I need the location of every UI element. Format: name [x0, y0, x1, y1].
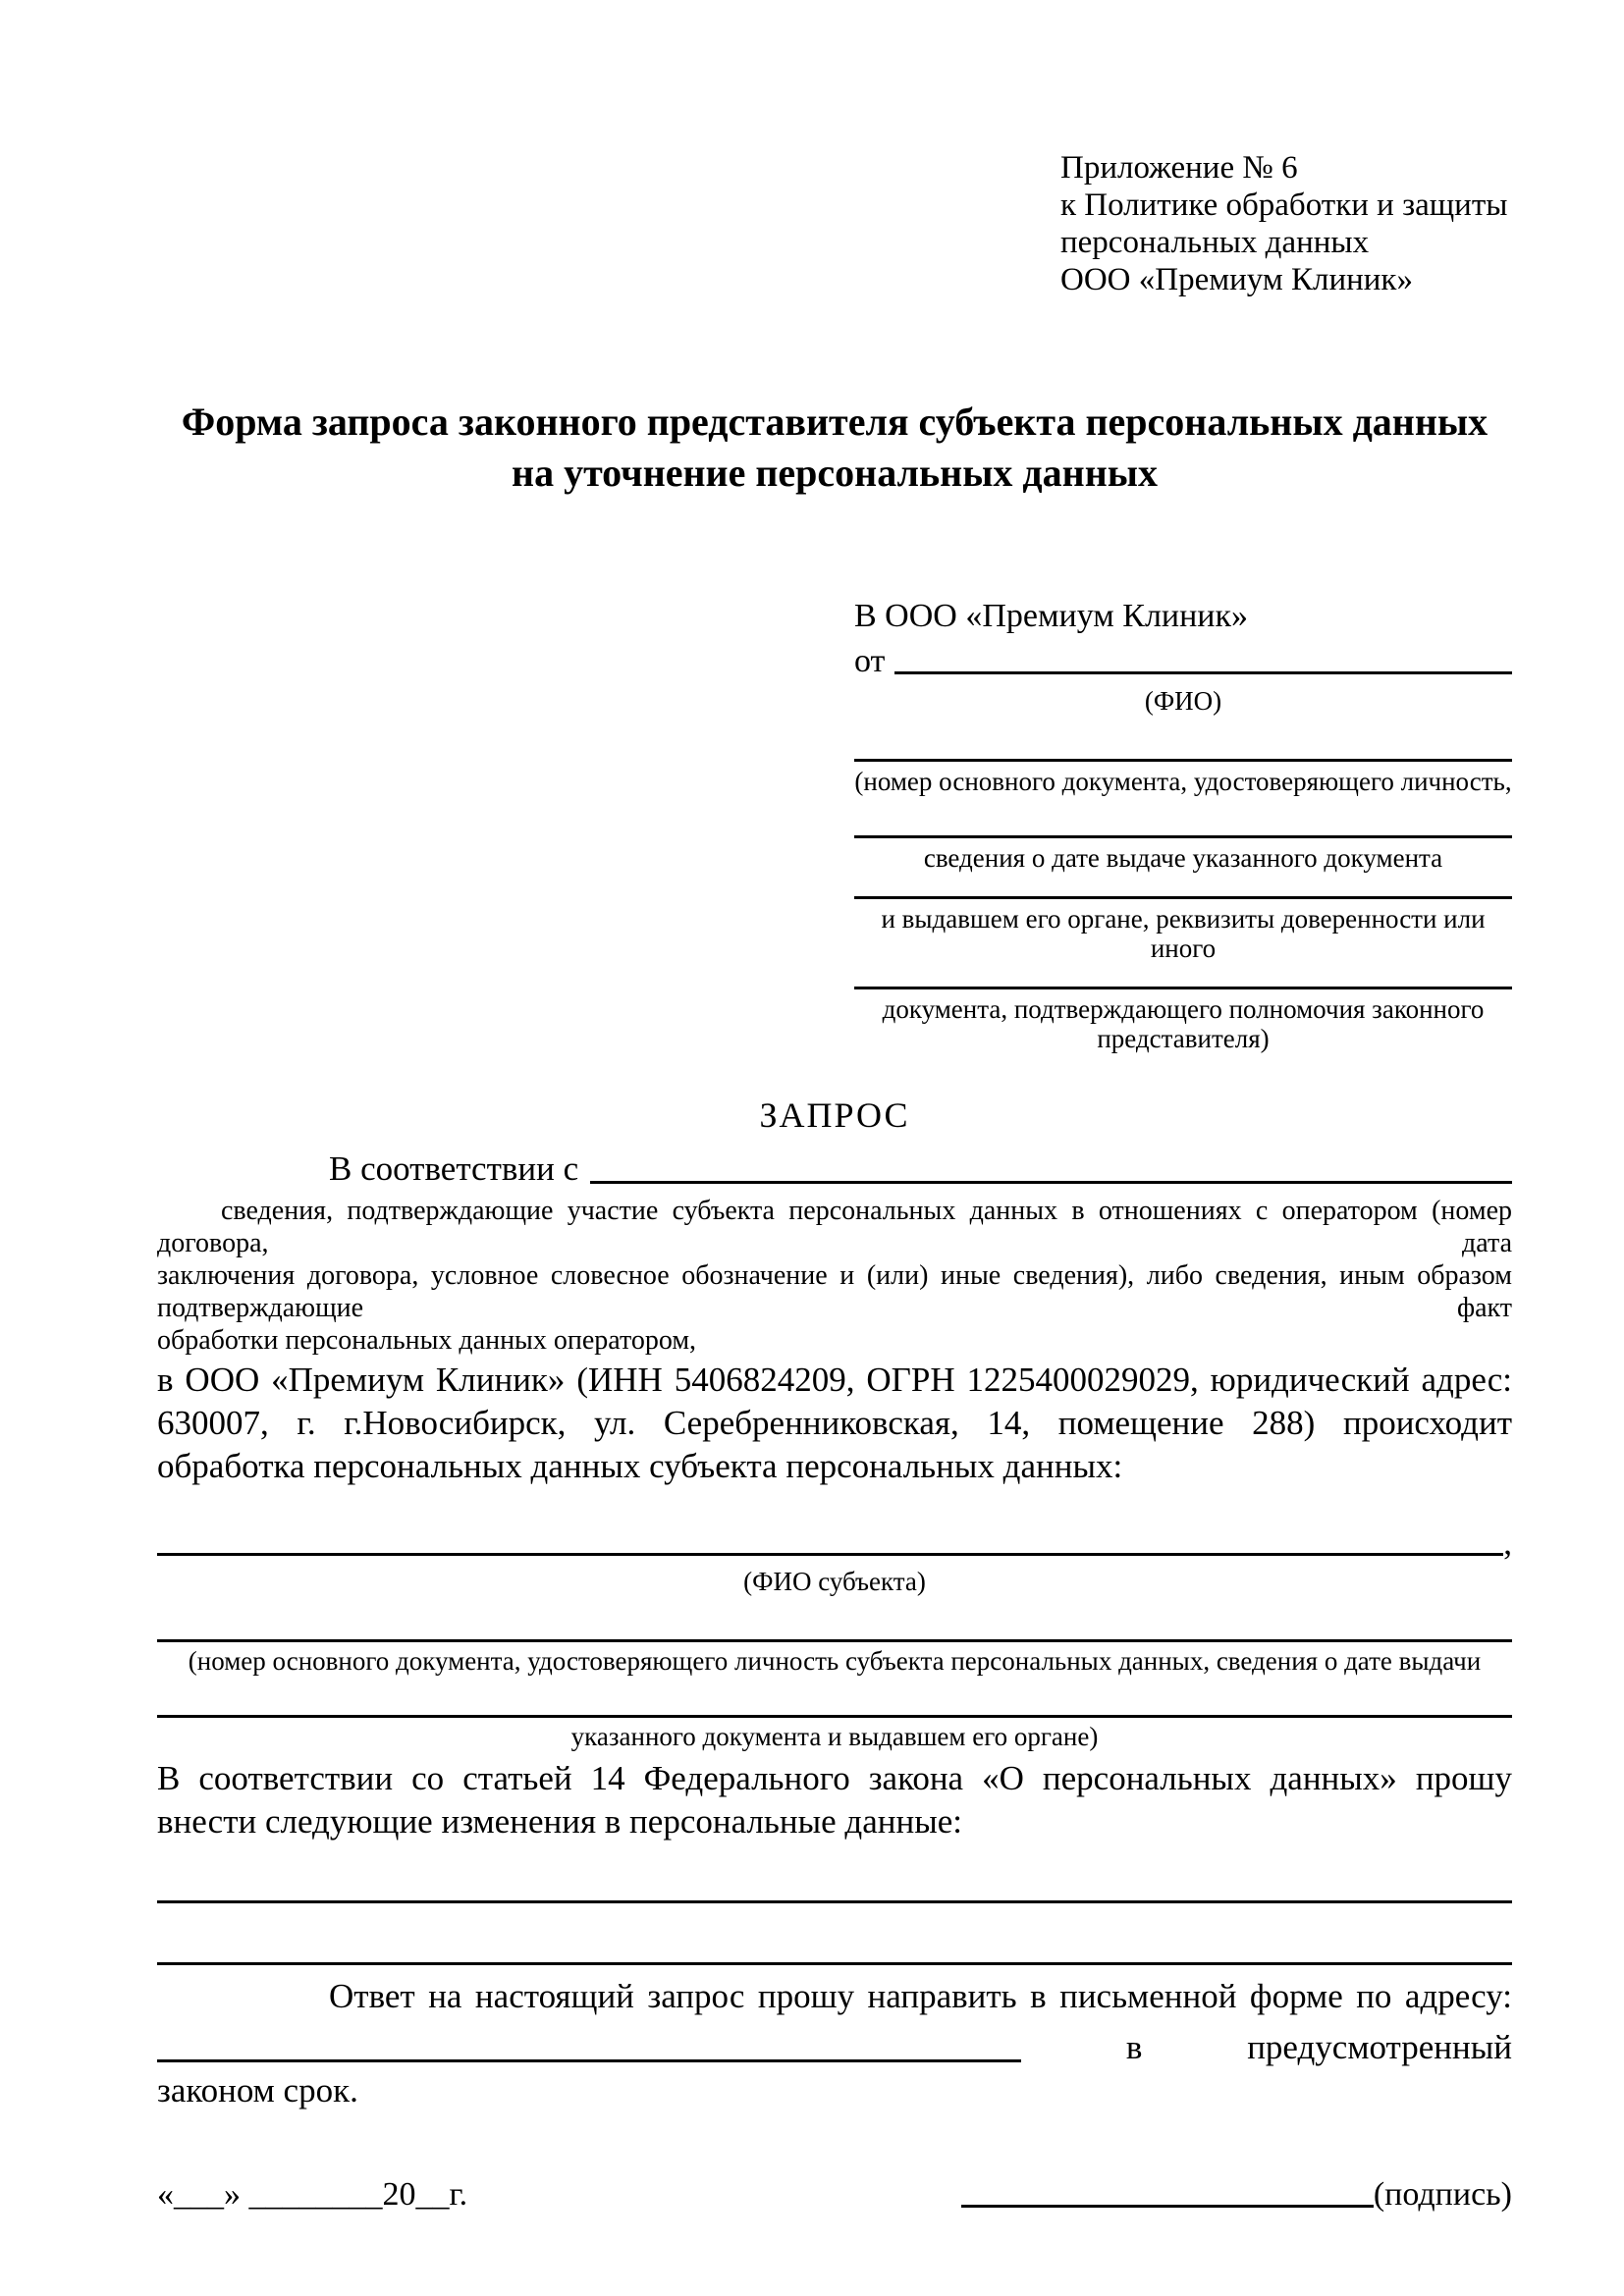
doc-caption: и выдавшем его органе, реквизиты доверенности или иного [881, 904, 1486, 963]
subject-fio-caption: (ФИО субъекта) [743, 1567, 926, 1596]
appendix-line: персональных данных [1060, 225, 1370, 260]
appendix-line: ООО «Премиум Клиник» [1060, 262, 1413, 297]
signature-caption: (подпись) [1373, 2176, 1512, 2213]
appendix-line: к Политике обработки и защиты [1060, 187, 1508, 223]
note-line: обработки персональных данных оператором, [157, 1325, 697, 1356]
operator-line: в ООО «Премиум Клиник» (ИНН 5406824209, ОГРН 1225400029029, юридический адрес: [157, 1361, 1512, 1399]
operator-line: обработка персональных данных субъекта персональных данных: [157, 1447, 1123, 1485]
intro-row [157, 1148, 1512, 1191]
answer-tail: законом срок. [157, 2071, 358, 2109]
law-line: В соответствии со статьей 14 Федерального закона «О персональных данных» прошу [157, 1759, 1512, 1797]
law-line: внести следующие изменения в персональные данные: [157, 1802, 962, 1841]
subject-doc-blank-line [157, 1715, 1512, 1718]
subject-doc-blank-line [157, 1639, 1512, 1642]
changes-blank-line [157, 1962, 1512, 1965]
appendix-block [1060, 149, 1512, 298]
subject-doc-caption: указанного документа и выдавшем его органе) [570, 1722, 1099, 1751]
footer-row [157, 2175, 1512, 2215]
trailing-comma: , [1503, 1523, 1512, 1562]
request-heading: ЗАПРОС [759, 1095, 910, 1135]
title-line: Форма запроса законного представителя субъекта персональных данных [181, 400, 1489, 444]
from-row [854, 642, 1512, 681]
operator-line: 630007, г. г.Новосибирск, ул. Серебренниковская, 14, помещение 288) происходит [157, 1404, 1512, 1442]
blank-field-line [854, 835, 1512, 838]
operator-paragraph [157, 1359, 1512, 1488]
changes-blank-line [157, 1900, 1512, 1903]
addressee-to: В ООО «Премиум Клиник» [854, 598, 1249, 634]
fio-blank-line [894, 671, 1512, 674]
subject-fio-row [157, 1523, 1512, 1563]
fio-caption: (ФИО) [1144, 686, 1222, 716]
signature-blank-line [961, 2205, 1374, 2208]
answer-paragraph: Ответ на настоящий запрос прошу направить в письменной форме по адресу: [329, 1977, 1512, 2015]
blank-field-line [854, 896, 1512, 899]
appendix-line: Приложение № 6 [1060, 150, 1298, 186]
addressee-block [854, 597, 1512, 1053]
page-content [0, 149, 1624, 2215]
note-line: сведения, подтверждающие участие субъекта персональных данных в отношениях с оператором (номер договора, дата [157, 1196, 1512, 1258]
title-line: на уточнение персональных данных [512, 451, 1158, 495]
blank-field-line [854, 987, 1512, 989]
intro-blank-line [590, 1181, 1512, 1184]
subject-fio-blank-line [157, 1553, 1503, 1556]
note-line: заключения договора, условное словесное обозначение и (или) иные сведения), либо сведения, иным образом подтверждающие факт [157, 1260, 1512, 1323]
signature-group [961, 2175, 1512, 2215]
blank-field-line [854, 759, 1512, 762]
doc-caption: (номер основного документа, удостоверяющего личность, [854, 767, 1512, 796]
address-row [157, 2026, 1512, 2069]
law-paragraph [157, 1757, 1512, 1843]
intro-label: В соответствии с [329, 1149, 579, 1188]
answer-term-word: предусмотренный [1247, 2028, 1512, 2066]
address-blank-line [157, 2059, 1021, 2062]
from-label: от [854, 643, 886, 679]
subject-doc-caption: (номер основного документа, удостоверяющего личность субъекта персональных данных, сведения о дате выдачи [188, 1646, 1482, 1676]
date-blank: «___» ________20__г. [157, 2176, 468, 2213]
doc-caption: документа, подтверждающего полномочия законного представителя) [882, 994, 1485, 1053]
answer-in-word: в [1125, 2028, 1143, 2066]
document-title [157, 397, 1512, 499]
note-paragraph [157, 1195, 1512, 1357]
doc-caption: сведения о дате выдаче указанного документа [923, 843, 1443, 873]
